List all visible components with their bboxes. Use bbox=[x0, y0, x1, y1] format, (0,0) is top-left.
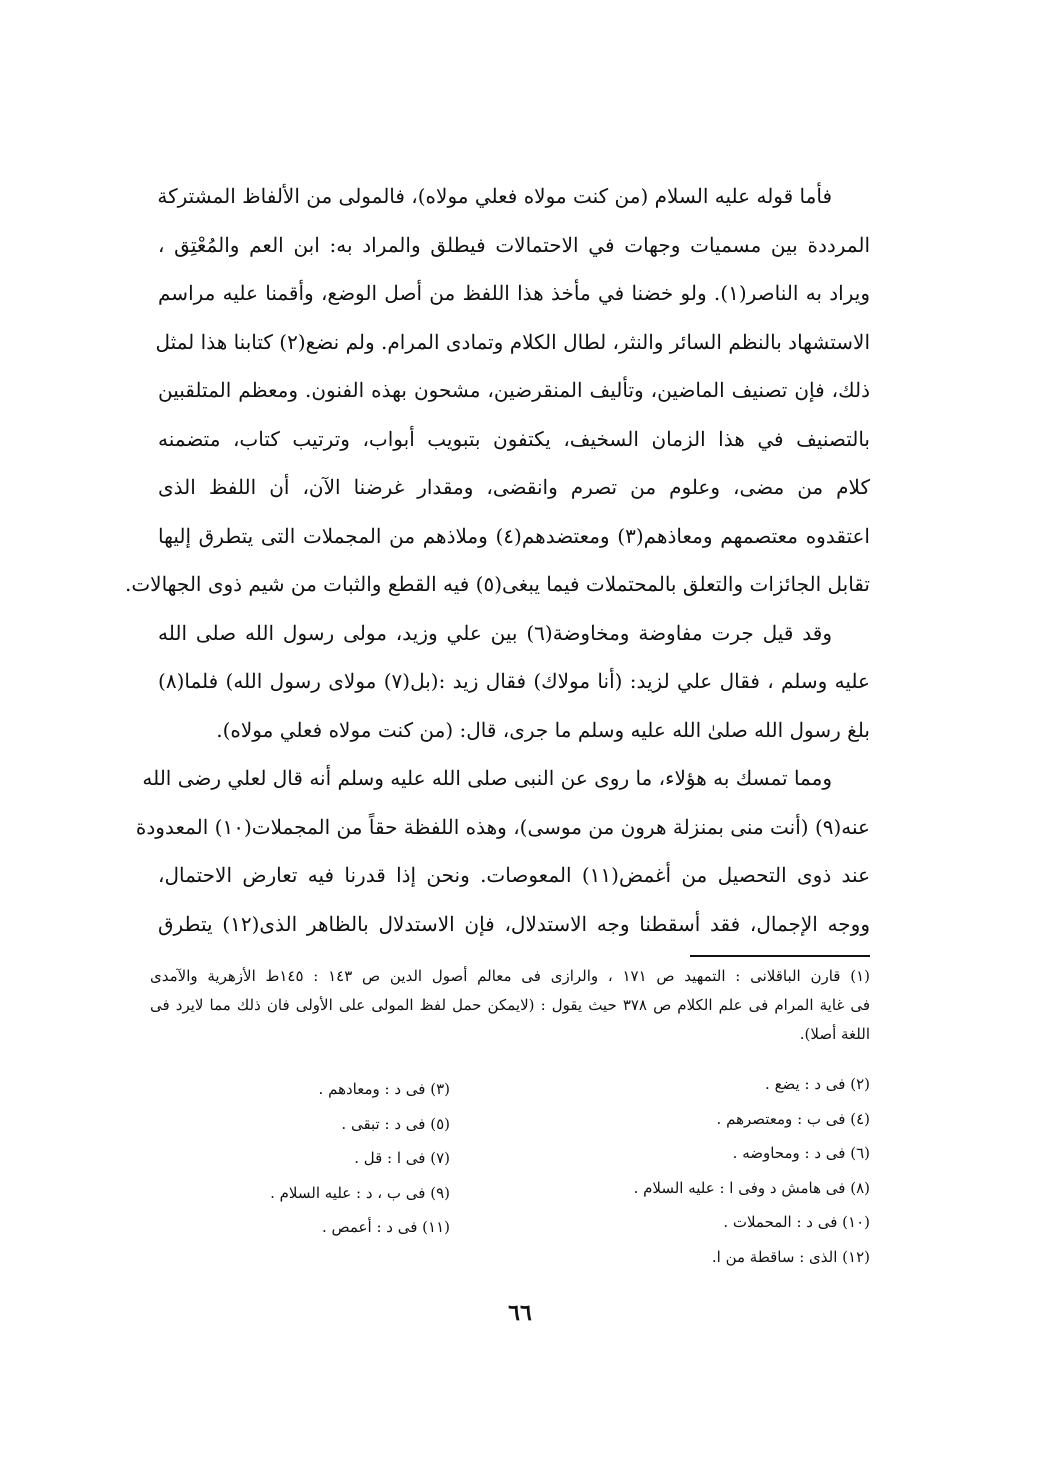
footnotes-left-column bbox=[240, 1072, 450, 1245]
footnote-item: (٤) فى ب : ومعتصرهم . bbox=[716, 1109, 870, 1128]
body-line: عند ذوى التحصيل من أغمض(١١) المعوصات. ونحن إذا قدرنا فيه تعارض الاحتمال، bbox=[158, 863, 871, 887]
footnote-item: (١١) فى د : أعمص . bbox=[321, 1218, 450, 1236]
footnotes-right-column bbox=[570, 1067, 870, 1274]
footnote-item: (٦) فى د : ومحاوضه . bbox=[732, 1144, 870, 1162]
footnote-item: (٧) فى ا : قل . bbox=[354, 1149, 450, 1167]
body-line: المرددة بين مسميات وجهات في الاحتمالات فيطلق والمراد به: ابن العم والمُعْتِق ، bbox=[158, 232, 870, 257]
body-line: عليه وسلم ، فقال علي لزيد: (أنا مولاك) فقال زيد :(بل(٧) مولاى رسول الله) فلما(٨) bbox=[158, 669, 870, 693]
body-line: تقابل الجائزات والتعلق بالمحتملات فيما يبغى(٥) فيه القطع والثبات من شيم ذوى الجهالات. bbox=[125, 572, 870, 596]
body-line: ومما تمسك به هؤلاء، ما روى عن النبى صلى الله عليه وسلم أنه قال لعلي رضى الله bbox=[142, 766, 832, 790]
footnote-line: (١) قارن الباقلانى : التمهيد ص ١٧١ ، والرازى فى معالم أصول الدين ص ١٤٣ : ١٤٥ط الأزهرية والآمدى bbox=[150, 967, 870, 985]
footnote-1 bbox=[150, 962, 870, 1049]
body-text bbox=[125, 172, 871, 948]
body-line: اعتقدوه معتصمهم ومعاذهم(٣) ومعتضدهم(٤) وملاذهم من المجملات التى يتطرق إليها bbox=[158, 523, 870, 548]
body-line: فأما قوله عليه السلام (من كنت مولاه فعلي مولاه)، فالمولى من الألفاظ المشتركة bbox=[157, 184, 832, 208]
footnote-item: (٢) فى د : يضع . bbox=[765, 1075, 870, 1093]
body-line: ويراد به الناصر(١). ولو خضنا في مأخذ هذا اللفظ من أصل الوضع، وأقمنا عليه مراسم bbox=[158, 281, 870, 305]
body-line: ذلك، فإن تصنيف الماضين، وتأليف المنقرضين، مشحون بهذه الفنون. ومعظم المتلقبين bbox=[158, 378, 870, 402]
body-line: كلام من مضى، وعلوم من تصرم وانقضى، ومقدار غرضنا الآن، أن اللفظ الذى bbox=[158, 475, 870, 499]
body-line: بالتصنيف في هذا الزمان السخيف، يكتفون بتبويب أبواب، وترتيب كتاب، متضمنه bbox=[158, 426, 870, 451]
footnote-item: (١٢) الذى : ساقطة من ا. bbox=[711, 1247, 870, 1266]
footnote-line: فى غاية المرام فى علم الكلام ص ٣٧٨ حيث يقول : (لايمكن حمل لفظ المولى على الأولى فان ذلك مما لايرد فى bbox=[150, 996, 870, 1014]
footnote-item: (١٠) فى د : المحملات . bbox=[723, 1213, 870, 1231]
body-line: ووجه الإجمال، فقد أسقطنا وجه الاستدلال، فإن الاستدلال بالظاهر الذى(١٢) يتطرق bbox=[158, 911, 870, 936]
footnote-item: (٨) فى هامش د وفى ا : عليه السلام . bbox=[633, 1178, 870, 1197]
page-number: ٦٦ bbox=[508, 1300, 532, 1326]
footnote-line: اللغة أصلا). bbox=[799, 1025, 870, 1043]
footnote-item: (٥) فى د : تبقى . bbox=[341, 1114, 450, 1133]
body-line: وقد قيل جرت مفاوضة ومخاوضة(٦) بين علي وزيد، مولى رسول الله صلى الله bbox=[158, 620, 832, 645]
body-line: الاستشهاد بالنظم السائر والنثر، لطال الكلام وتمادى المرام. ولم نضع(٢) كتابنا هذا لمثل bbox=[155, 329, 870, 354]
footnote-separator bbox=[690, 955, 870, 957]
footnote-item: (٩) فى ب ، د : عليه السلام . bbox=[270, 1183, 450, 1202]
footnote-item: (٣) فى د : ومعادهم . bbox=[318, 1080, 450, 1098]
body-line: عنه(٩) (أنت منى بمنزلة هرون من موسى)، وهذه اللفظة حقاً من المجملات(١٠) المعدودة bbox=[135, 814, 870, 839]
body-line: بلغ رسول الله صلىٰ الله عليه وسلم ما جرى، قال: (من كنت مولاه فعلي مولاه). bbox=[216, 717, 870, 742]
